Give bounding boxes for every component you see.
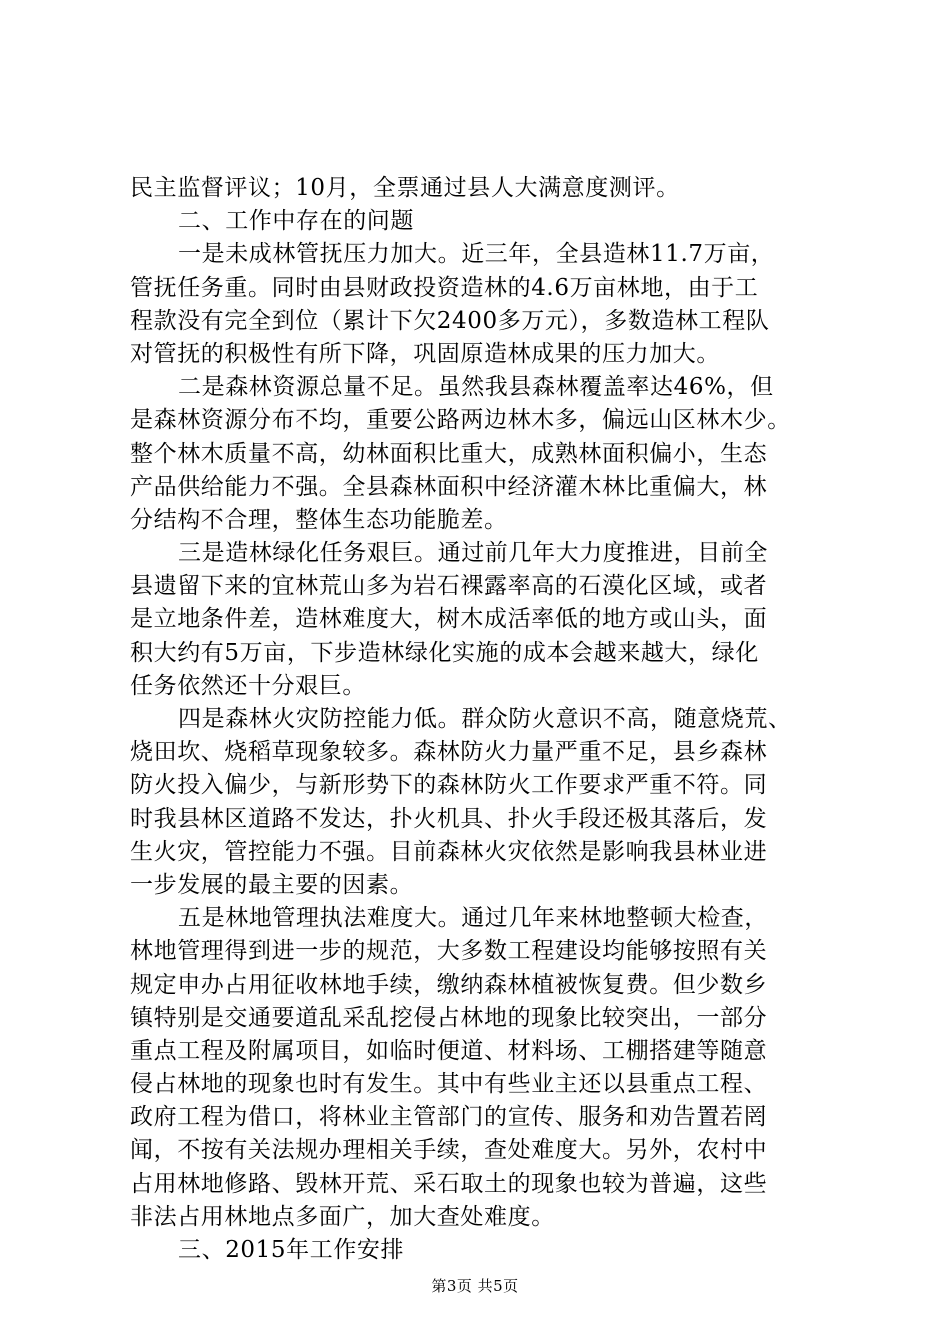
text-line: 县遗留下来的宜林荒山多为岩石裸露率高的石漠化区域，或者 <box>130 573 768 600</box>
text-line: 二、工作中存在的问题 <box>178 208 414 235</box>
text-line: 整个林木质量不高，幼林面积比重大，成熟林面积偏小，生态 <box>130 440 768 467</box>
text-line: 非法占用林地点多面广，加大查处难度。 <box>130 1203 555 1230</box>
text-line: 积大约有5万亩，下步造林绿化实施的成本会越来越大，绿化 <box>130 639 759 666</box>
text-line: 规定申办占用征收林地手续，缴纳森林植被恢复费。但少数乡 <box>130 971 768 998</box>
text-line: 一步发展的最主要的因素。 <box>130 871 414 898</box>
text-line: 闻，不按有关法规办理相关手续，查处难度大。另外，农村中 <box>130 1137 768 1164</box>
text-line: 防火投入偏少，与新形势下的森林防火工作要求严重不符。同 <box>130 772 768 799</box>
document-body <box>130 172 830 1267</box>
text-line: 任务依然还十分艰巨。 <box>130 672 366 699</box>
text-line: 三、2015年工作安排 <box>178 1237 405 1263</box>
text-line: 时我县林区道路不发达，扑火机具、扑火手段还极其落后，发 <box>130 805 768 832</box>
text-line: 四是森林火灾防控能力低。群众防火意识不高，随意烧荒、 <box>178 706 792 732</box>
text-line: 镇特别是交通要道乱采乱挖侵占林地的现象比较突出，一部分 <box>130 1004 768 1031</box>
text-line: 是立地条件差，造林难度大，树木成活率低的地方或山头，面 <box>130 606 768 633</box>
text-line: 是森林资源分布不均，重要公路两边林木多，偏远山区林木少。 <box>130 407 791 434</box>
text-line: 管抚任务重。同时由县财政投资造林的4.6万亩林地，由于工 <box>130 274 759 301</box>
text-line: 侵占林地的现象也时有发生。其中有些业主还以县重点工程、 <box>130 1071 768 1098</box>
text-line: 三是造林绿化任务艰巨。通过前几年大力度推进，目前全 <box>178 540 768 567</box>
text-line: 生火灾，管控能力不强。目前森林火灾依然是影响我县林业进 <box>130 838 768 865</box>
text-line: 占用林地修路、毁林开荒、采石取土的现象也较为普遍，这些 <box>130 1170 768 1197</box>
text-line: 民主监督评议；10月，全票通过县人大满意度测评。 <box>130 175 680 201</box>
text-line: 林地管理得到进一步的规范，大多数工程建设均能够按照有关 <box>130 938 768 965</box>
text-line: 五是林地管理执法难度大。通过几年来林地整顿大检查， <box>178 905 768 932</box>
text-line: 重点工程及附属项目，如临时便道、材料场、工棚搭建等随意 <box>130 1037 768 1064</box>
text-line: 程款没有完全到位（累计下欠2400多万元），多数造林工程队 <box>130 307 770 334</box>
text-line: 产品供给能力不强。全县森林面积中经济灌木林比重偏大，林 <box>130 473 768 500</box>
text-line: 政府工程为借口，将林业主管部门的宣传、服务和劝告置若罔 <box>130 1104 768 1131</box>
text-line: 分结构不合理，整体生态功能脆差。 <box>130 506 508 533</box>
text-line: 一是未成林管抚压力加大。近三年，全县造林11.7万亩， <box>178 241 775 268</box>
text-line: 对管抚的积极性有所下降，巩固原造林成果的压力加大。 <box>130 340 720 367</box>
text-line: 烧田坎、烧稻草现象较多。森林防火力量严重不足，县乡森林 <box>130 739 768 766</box>
text-line: 二是森林资源总量不足。虽然我县森林覆盖率达46%，但 <box>178 374 774 401</box>
page-footer: 第3页 共5页 <box>431 1277 519 1295</box>
